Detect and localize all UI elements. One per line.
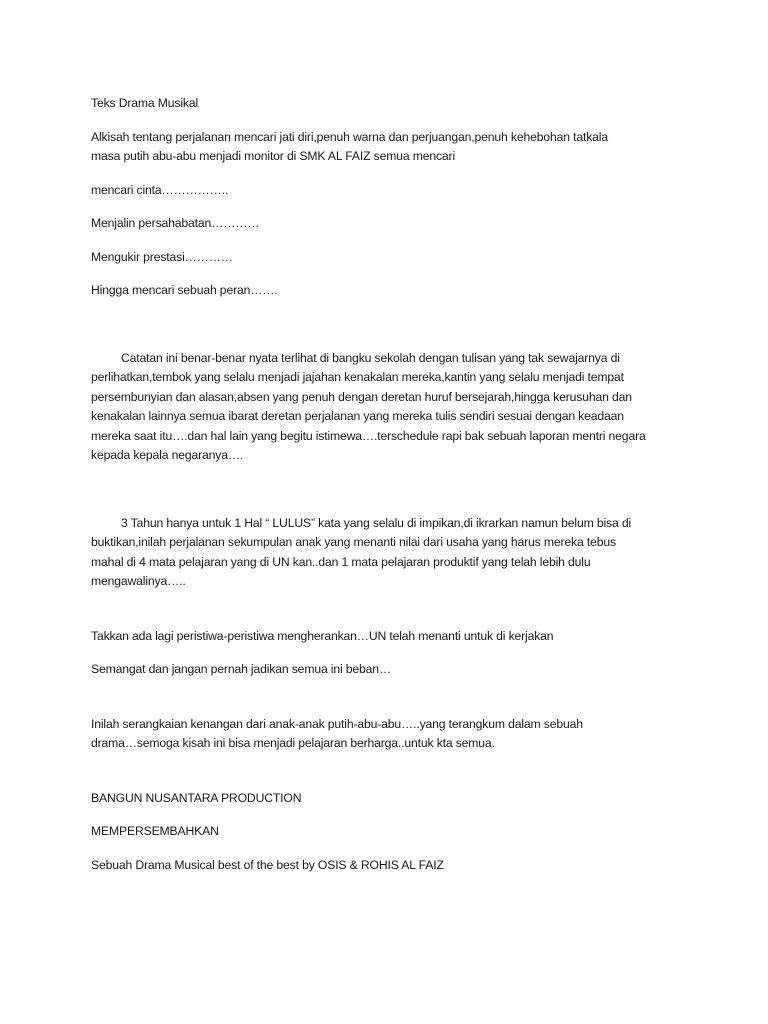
paragraph-catatan	[91, 349, 691, 466]
paragraph-line: persembunyian dan alasan,absen yang penuh dengan deretan huruf bersejarah,hingga kerusuhan dan	[91, 389, 632, 404]
document-title: Teks Drama Musikal	[91, 96, 199, 110]
intro-line: Alkisah tentang perjalanan mencari jati diri,penuh warna dan perjuangan,penuh kehebohan tatkala	[91, 129, 608, 144]
paragraph-line: drama…semoga kisah ini bisa menjadi pelajaran berharga..untuk kta semua.	[91, 736, 495, 750]
paragraph-line: 3 Tahun hanya untuk 1 Hal “ LULUS” kata yang selalu di impikan,di ikrarkan namun belum bisa di	[121, 515, 632, 530]
paragraph-line: buktikan,inilah perjalanan sekumpulan anak yang menanti nilai dari usaha yang harus mereka tebus	[91, 535, 616, 549]
line-semangat: Semangat dan jangan pernah jadikan semua ini beban…	[91, 662, 391, 676]
presents-label: MEMPERSEMBAHKAN	[91, 824, 219, 838]
paragraph-line: mahal di 4 mata pelajaran yang di UN kan..dan 1 mata pelajaran produktif yang telah lebih dulu	[91, 554, 591, 569]
paragraph-line: kepada kepala negaranya….	[91, 448, 244, 462]
list-item-persahabatan: Menjalin persahabatan…………	[91, 216, 260, 230]
list-item-cinta: mencari cinta……………..	[91, 182, 229, 197]
intro-line: masa putih abu-abu menjadi monitor di SMK AL FAIZ semua mencari	[91, 149, 456, 163]
line-un: Takkan ada lagi peristiwa-peristiwa mengherankan…UN telah menanti untuk di kerjakan	[91, 628, 554, 643]
intro-paragraph	[91, 128, 691, 167]
production-name: BANGUN NUSANTARA PRODUCTION	[91, 790, 302, 805]
paragraph-lulus	[91, 514, 691, 592]
closing-line: Sebuah Drama Musical best of the best by OSIS & ROHIS AL FAIZ	[91, 857, 444, 872]
paragraph-line: mengawalinya…..	[91, 574, 186, 588]
paragraph-line: Inilah serangkaian kenangan dari anak-anak putih-abu-abu…..yang terangkum dalam sebuah	[91, 716, 583, 731]
document-body	[91, 94, 691, 875]
paragraph-line: kenakalan lainnya semua ibarat deretan perjalanan yang mereka tulis sendiri sesuai dengan keadaan	[91, 409, 624, 423]
paragraph-line: perlihatkan,tembok yang selalu menjadi jajahan kenakalan mereka,kantin yang selalu menjadi tempat	[91, 370, 624, 384]
paragraph-kenangan	[91, 715, 691, 754]
paragraph-line: mereka saat itu….dan hal lain yang begitu istimewa….terschedule rapi bak sebuah laporan mentri negara	[91, 428, 646, 443]
list-item-peran: Hingga mencari sebuah peran…….	[91, 283, 278, 297]
paragraph-line: Catatan ini benar-benar nyata terlihat di bangku sekolah dengan tulisan yang tak sewajarnya di	[121, 350, 620, 365]
list-item-prestasi: Mengukir prestasi…………	[91, 249, 233, 264]
